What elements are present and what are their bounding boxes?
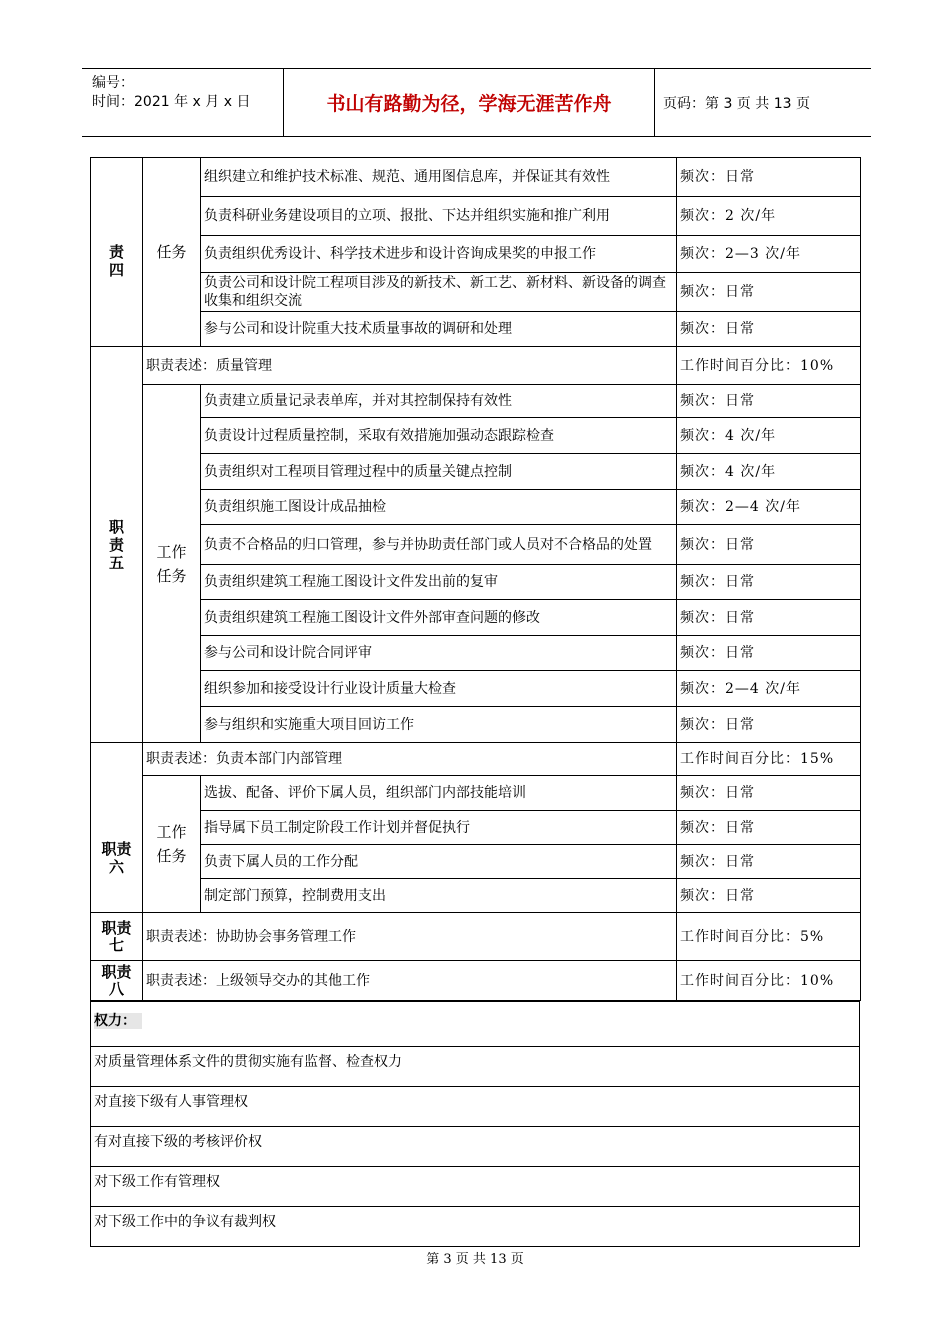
table-row [91, 743, 861, 776]
duty8-title: 职责 八 [91, 961, 143, 1001]
power-item: 对下级工作有管理权 [91, 1167, 860, 1207]
table-row [91, 1087, 860, 1127]
task-frequency: 频次：2—4 次/年 [677, 490, 861, 525]
table-row [91, 776, 861, 811]
table-row [91, 490, 861, 525]
table-row [91, 385, 861, 418]
task-frequency: 频次：2—3 次/年 [677, 236, 861, 273]
task-frequency: 频次：日常 [677, 845, 861, 879]
duty8-desc: 职责表述：上级领导交办的其他工作 [143, 961, 677, 1001]
header-page-info: 页码：第 3 页 共 13 页 [663, 95, 810, 112]
task-frequency: 频次：日常 [677, 776, 861, 811]
table-row [91, 1207, 860, 1247]
duty8-percent: 工作时间百分比：10% [677, 961, 861, 1001]
table-row [91, 312, 861, 347]
task-text: 选拔、配备、评价下属人员，组织部门内部技能培训 [201, 776, 677, 811]
table-row [91, 565, 861, 600]
page-header [82, 68, 871, 137]
task-text: 负责建立质量记录表单库，并对其控制保持有效性 [201, 385, 677, 418]
task-text: 负责组织建筑工程施工图设计文件外部审查问题的修改 [201, 600, 677, 636]
duty-6-desc: 职责表述：负责本部门内部管理 [143, 743, 677, 776]
table-row [91, 671, 861, 707]
table-row [91, 418, 861, 454]
powers-title: 权力： [94, 1013, 142, 1029]
powers-header-cell [91, 1002, 860, 1047]
duty7-title: 职责 七 [91, 913, 143, 961]
duty-6-task-label: 工作 任务 [143, 776, 201, 913]
task-frequency: 频次：日常 [677, 273, 861, 312]
task-text: 负责科研业务建设项目的立项、报批、下达并组织实施和推广利用 [201, 197, 677, 236]
task-frequency: 频次：日常 [677, 565, 861, 600]
duty-4-title: 责 四 [91, 158, 143, 347]
table-row [91, 347, 861, 385]
table-row [91, 236, 861, 273]
duties-table [90, 157, 861, 1001]
power-item: 对直接下级有人事管理权 [91, 1087, 860, 1127]
task-frequency: 频次：日常 [677, 385, 861, 418]
duty-6-percent: 工作时间百分比：15% [677, 743, 861, 776]
table-row [91, 600, 861, 636]
table-row [91, 879, 861, 913]
task-frequency: 频次：日常 [677, 312, 861, 347]
task-text: 组织建立和维护技术标准、规范、通用图信息库，并保证其有效性 [201, 158, 677, 197]
task-frequency: 频次：日常 [677, 707, 861, 743]
task-text: 负责组织施工图设计成品抽检 [201, 490, 677, 525]
doc-number-label: 编号： [92, 75, 134, 91]
duty7-percent: 工作时间百分比：5% [677, 913, 861, 961]
task-frequency: 频次：4 次/年 [677, 418, 861, 454]
duty-5-task-label: 工作 任务 [143, 385, 201, 743]
task-frequency: 频次：日常 [677, 158, 861, 197]
task-text: 负责公司和设计院工程项目涉及的新技术、新工艺、新材料、新设备的调查收集和组织交流 [201, 273, 677, 312]
duty-5-title: 职 责 五 [91, 347, 143, 743]
task-text: 负责组织优秀设计、科学技术进步和设计咨询成果奖的申报工作 [201, 236, 677, 273]
table-row [91, 273, 861, 312]
table-row [91, 636, 861, 671]
table-row [91, 158, 861, 197]
page-footer: 第 3 页 共 13 页 [426, 1252, 524, 1267]
table-row [91, 197, 861, 236]
table-row [91, 1127, 860, 1167]
table-row [91, 1167, 860, 1207]
duty7-desc: 职责表述：协助协会事务管理工作 [143, 913, 677, 961]
task-text: 负责设计过程质量控制，采取有效措施加强动态跟踪检查 [201, 418, 677, 454]
table-row [91, 811, 861, 845]
duty-4-task-label: 任务 [143, 158, 201, 347]
duty-5-percent: 工作时间百分比：10% [677, 347, 861, 385]
task-text: 参与公司和设计院重大技术质量事故的调研和处理 [201, 312, 677, 347]
powers-table [90, 1001, 860, 1247]
task-frequency: 频次：日常 [677, 636, 861, 671]
task-frequency: 频次：4 次/年 [677, 454, 861, 490]
task-frequency: 频次：2 次/年 [677, 197, 861, 236]
task-text: 参与公司和设计院合同评审 [201, 636, 677, 671]
task-text: 制定部门预算，控制费用支出 [201, 879, 677, 913]
table-row [91, 525, 861, 565]
task-text: 负责下属人员的工作分配 [201, 845, 677, 879]
task-text: 负责组织对工程项目管理过程中的质量关键点控制 [201, 454, 677, 490]
power-item: 有对直接下级的考核评价权 [91, 1127, 860, 1167]
duty-5-desc: 职责表述：质量管理 [143, 347, 677, 385]
task-text: 负责不合格品的归口管理，参与并协助责任部门或人员对不合格品的处置 [201, 525, 677, 565]
task-frequency: 频次：日常 [677, 600, 861, 636]
table-row [91, 845, 861, 879]
power-item: 对下级工作中的争议有裁判权 [91, 1207, 860, 1247]
task-text: 负责组织建筑工程施工图设计文件发出前的复审 [201, 565, 677, 600]
table-row [91, 1047, 860, 1087]
table-row [91, 707, 861, 743]
table-row [91, 1002, 860, 1047]
table-row [91, 961, 861, 1001]
task-text: 组织参加和接受设计行业设计质量大检查 [201, 671, 677, 707]
task-text: 指导属下员工制定阶段工作计划并督促执行 [201, 811, 677, 845]
header-slogan: 书山有路勤为径，学海无涯苦作舟 [284, 69, 655, 136]
doc-time-label: 时间：2021 年 x 月 x 日 [92, 94, 251, 110]
power-item: 对质量管理体系文件的贯彻实施有监督、检查权力 [91, 1047, 860, 1087]
task-frequency: 频次：2—4 次/年 [677, 671, 861, 707]
task-frequency: 频次：日常 [677, 879, 861, 913]
duty-6-title: 职责 六 [91, 743, 143, 913]
table-row [91, 913, 861, 961]
task-text: 参与组织和实施重大项目回访工作 [201, 707, 677, 743]
task-frequency: 频次：日常 [677, 811, 861, 845]
header-meta [82, 69, 284, 136]
table-row [91, 454, 861, 490]
task-frequency: 频次：日常 [677, 525, 861, 565]
